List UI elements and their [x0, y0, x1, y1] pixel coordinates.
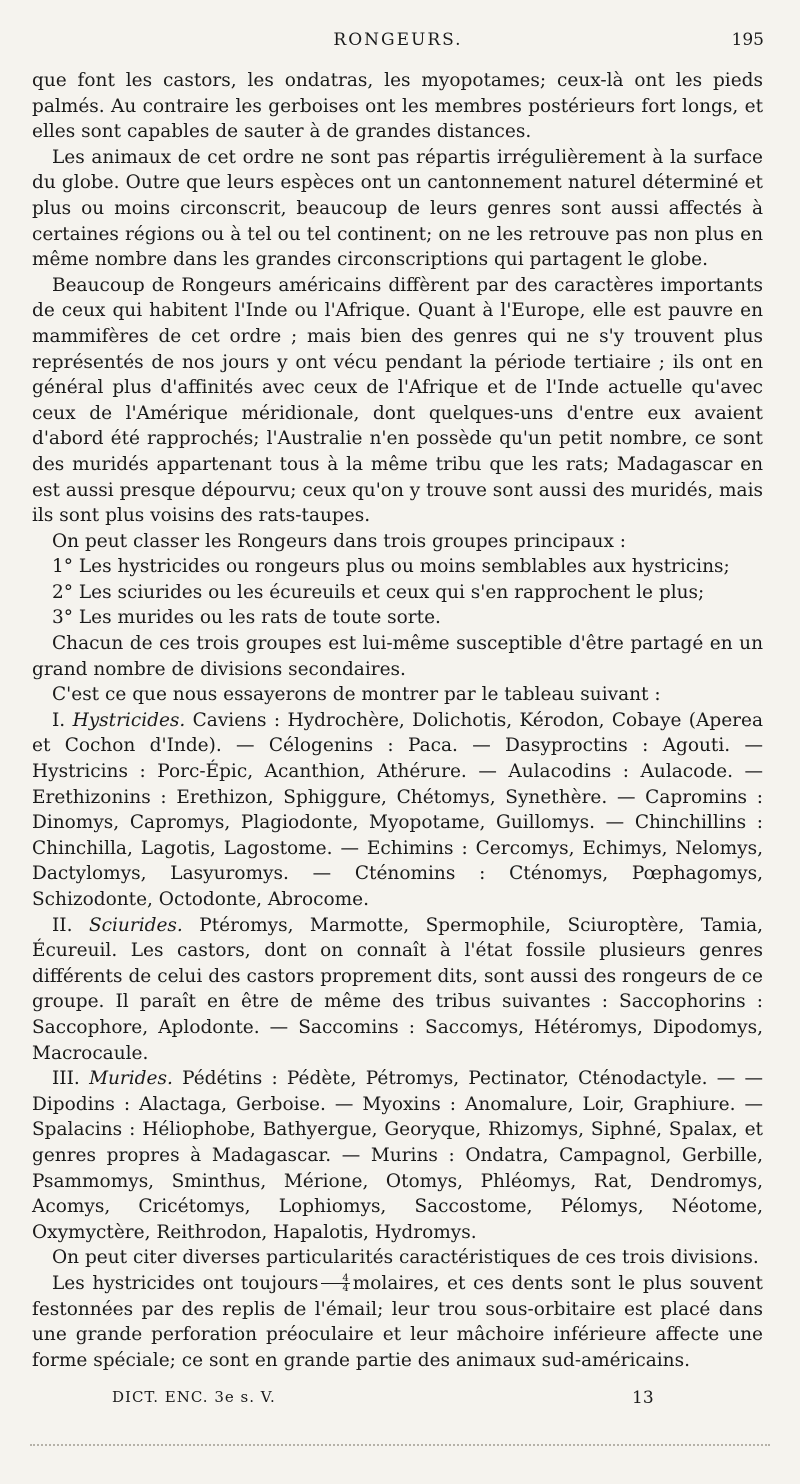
text-before-fraction: Les hystricides ont toujours: [52, 1272, 319, 1294]
scan-edge-divider: [30, 1444, 770, 1448]
section-name: Sciurides.: [88, 914, 183, 936]
section-text: Pédétins : Pédète, Pétromys, Pectinator, Cténodactyle. — — Dipodins : Alactaga, Gerboise. — Myoxins : Anomalure, Loir, Graphiure. — Spalacins : Héliophobe, Bathyergue, Georyque, Rhizomys, Siphné, Spalax, et genres propres à Madagascar. — Murins : Ondatra, Campagnol, Gerbille, Psammomys, Sminthus, Mérione, Otomys, Phléomys, Rat, Dendromys, Acomys, Cricétomys, Lophiomys, Saccostome, Pélomys, Néotome, Oxymyctère, Reithrodon, Hapalotis, Hydromys.: [32, 1068, 764, 1243]
paragraph: Les animaux de cet ordre ne sont pas répartis irrégulièrement à la surface du globe. Outre que leurs espèces ont un cantonnement naturel déterminé et plus ou moins circonscrit, beaucoup de leurs genres sont aussi affectés à certaines régions ou à tel ou tel continent; on ne les retrouve pas non plus en même nombre dans les grandes circonscriptions qui partagent le globe.: [32, 146, 763, 271]
footer: [112, 1388, 764, 1412]
paragraph: C'est ce que nous essayerons de montrer par le tableau suivant :: [52, 684, 661, 706]
section-numeral: II.: [52, 914, 73, 936]
paragraph: On peut citer diverses particularités caractéristiques de ces trois divisions.: [52, 1247, 759, 1269]
list-item: 3° Les murides ou les rats de toute sorte.: [52, 607, 441, 629]
section-name: Hystricides.: [72, 709, 186, 731]
page-number: 195: [731, 30, 764, 50]
running-title: RONGEURS.: [333, 30, 463, 50]
running-head: [32, 30, 764, 54]
section-text: Ptéromys, Marmotte, Spermophile, Sciuroptère, Tamia, Écureuil. Les castors, dont on connaît à l'état fossile plusieurs genres différents de celui des castors proprement dits, sont aussi des rongeurs de ce groupe. Il paraît en être de même des tribus suivantes : Saccophorins : Saccophore, Aplodonte. — Saccomins : Saccomys, Hétéromys, Dipodomys, Macrocaule.: [32, 914, 763, 1064]
list-item: 2° Les sciurides ou les écureuils et ceux qui s'en rapprochent le plus;: [52, 581, 705, 603]
molar-fraction: [321, 1274, 349, 1293]
list-item: 1° Les hystricides ou rongeurs plus ou moins semblables aux hystricins;: [52, 556, 730, 578]
section-numeral: I.: [52, 709, 66, 731]
section-hystricides: [32, 708, 763, 913]
paragraph-molars: [32, 1271, 763, 1373]
text-after-fraction: molaires, et ces dents sont le plus souvent festonnées par des replis de l'émail; leur trou sous-orbitaire est placé dans une grande perforation préoculaire et leur mâchoire inférieure affecte une forme spéciale; ce sont en grande partie des animaux sud-américains.: [32, 1272, 763, 1371]
section-text: Caviens : Hydrochère, Dolichotis, Kérodon, Cobaye (Aperea et Cochon d'Inde). — Célogenins : Paca. — Dasyproctins : Agouti. — Hystricins : Porc-Épic, Acanthion, Athérure. — Aulacodins : Aulacode. — Erethizonins : Erethizon, Sphiggure, Chétomys, Synethère. — Capromins : Dinomys, Capromys, Plagiodonte, Myopotame, Guillomys. — Chinchillins : Chinchilla, Lagotis, Lagostome. — Echimins : Cercomys, Echimys, Nelomys, Dactylomys, Lasyuromys. — Cténomins : Cténomys, Pœphagomys, Schizodonte, Octodonte, Abrocome.: [32, 709, 763, 910]
section-name: Murides.: [89, 1068, 173, 1090]
fraction-numerator: 4: [321, 1274, 349, 1284]
paragraph: Chacun de ces trois groupes est lui-même susceptible d'être partagé en un grand nombre de divisions secondaires.: [32, 633, 763, 680]
printer-signature: DICT. ENC. 3e s. V.: [112, 1388, 276, 1406]
paragraph: Beaucoup de Rongeurs américains diffèrent par des caractères importants de ceux qui habitent l'Inde ou l'Afrique. Quant à l'Europe, elle est pauvre en mammifères de cet ordre ; mais bien des genres qui ne s'y trouvent plus représentés de nos jours y ont vécu pendant la période tertiaire ; ils ont en général plus d'affinités avec ceux de l'Afrique et de l'Inde actuelle qu'avec ceux de l'Amérique méridionale, dont quelques-uns d'entre eux avaient d'abord été rapprochés; l'Australie n'en possède qu'un petit nombre, ce sont des muridés appartenant tous à la même tribu que les rats; Madagascar en est aussi presque dépourvu; ceux qu'on y trouve sont aussi des muridés, mais ils sont plus voisins des rats-taupes.: [32, 274, 763, 527]
paragraph: On peut classer les Rongeurs dans trois groupes principaux :: [52, 530, 626, 552]
body-text: [32, 68, 763, 1373]
section-numeral: III.: [52, 1068, 80, 1090]
section-murides: [32, 1066, 763, 1245]
fraction-denominator: 4: [342, 1283, 349, 1295]
section-sciurides: [32, 913, 763, 1067]
paragraph: que font les castors, les ondatras, les myopotames; ceux-là ont les pieds palmés. Au contraire les gerboises ont les membres postérieurs fort longs, et elles sont capables de sauter à de grandes distances.: [32, 70, 763, 143]
signature-number: 13: [632, 1388, 654, 1408]
